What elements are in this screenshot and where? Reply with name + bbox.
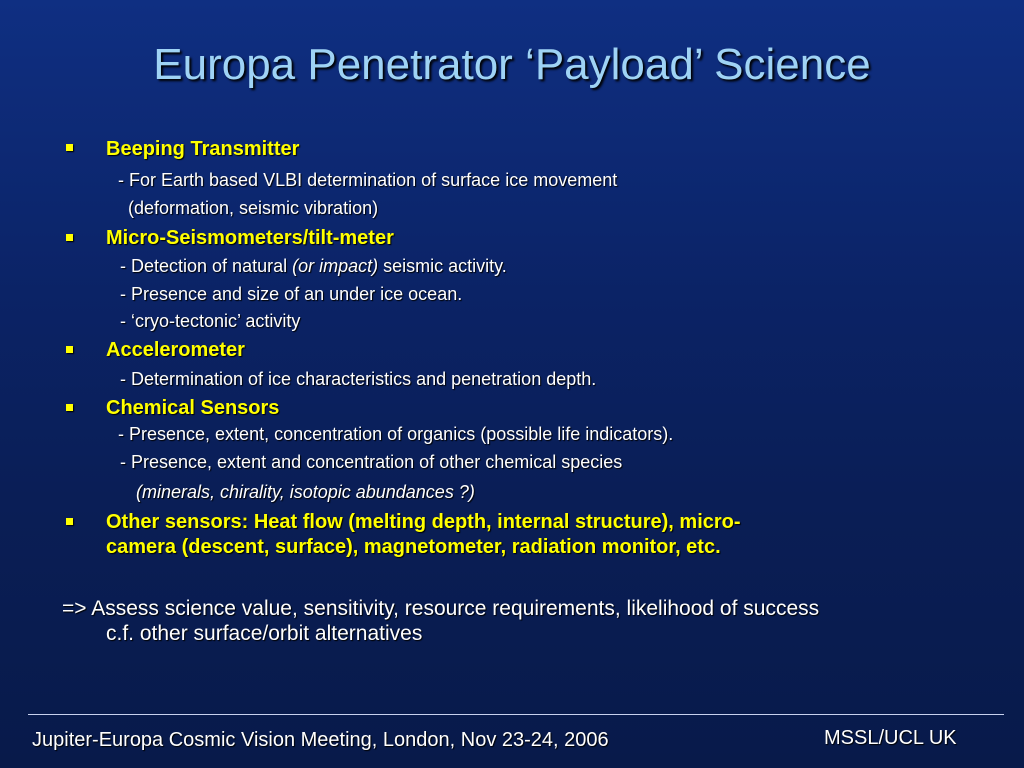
bullet-heading-other-sensors-continued: camera (descent, surface), magnetometer, radiation monitor, etc. [106,536,721,558]
bullet-detail: (deformation, seismic vibration) [128,198,379,218]
bullet-square-icon [66,346,73,353]
detail-text: - Detection of natural [120,256,293,276]
conclusion-text-continued: c.f. other surface/orbit alternatives [106,622,423,645]
bullet-detail: - Determination of ice characteristics and penetration depth. [120,369,597,389]
bullet-heading-other-sensors: Other sensors: Heat flow (melting depth, internal structure), micro- [106,511,741,533]
footer-divider [28,714,1004,715]
bullet-heading-chemical-sensors: Chemical Sensors [106,397,280,419]
bullet-square-icon [66,144,73,151]
bullet-detail: - Presence, extent and concentration of other chemical species [120,452,623,472]
detail-text: seismic activity. [378,256,507,276]
bullet-square-icon [66,404,73,411]
bullet-detail: - For Earth based VLBI determination of surface ice movement [118,170,618,190]
bullet-detail: - ‘cryo-tectonic’ activity [120,311,301,331]
footer-meeting-info: Jupiter-Europa Cosmic Vision Meeting, London, Nov 23-24, 2006 [32,729,609,751]
slide-title: Europa Penetrator ‘Payload’ Science [153,40,871,89]
bullet-detail [120,256,507,277]
bullet-detail: - Presence and size of an under ice ocean. [120,284,463,304]
conclusion-text: => Assess science value, sensitivity, resource requirements, likelihood of success [62,597,820,620]
bullet-heading-micro-seismometers: Micro-Seismometers/tilt-meter [106,227,394,249]
bullet-heading-accelerometer: Accelerometer [106,339,245,361]
bullet-detail: (minerals, chirality, isotopic abundances ?) [136,482,475,502]
detail-italic-text: (or impact) [292,256,379,276]
bullet-square-icon [66,234,73,241]
footer-organization: MSSL/UCL UK [824,727,957,749]
bullet-square-icon [66,518,73,525]
bullet-detail: - Presence, extent, concentration of organics (possible life indicators). [118,424,674,444]
bullet-heading-beeping-transmitter: Beeping Transmitter [106,138,300,160]
